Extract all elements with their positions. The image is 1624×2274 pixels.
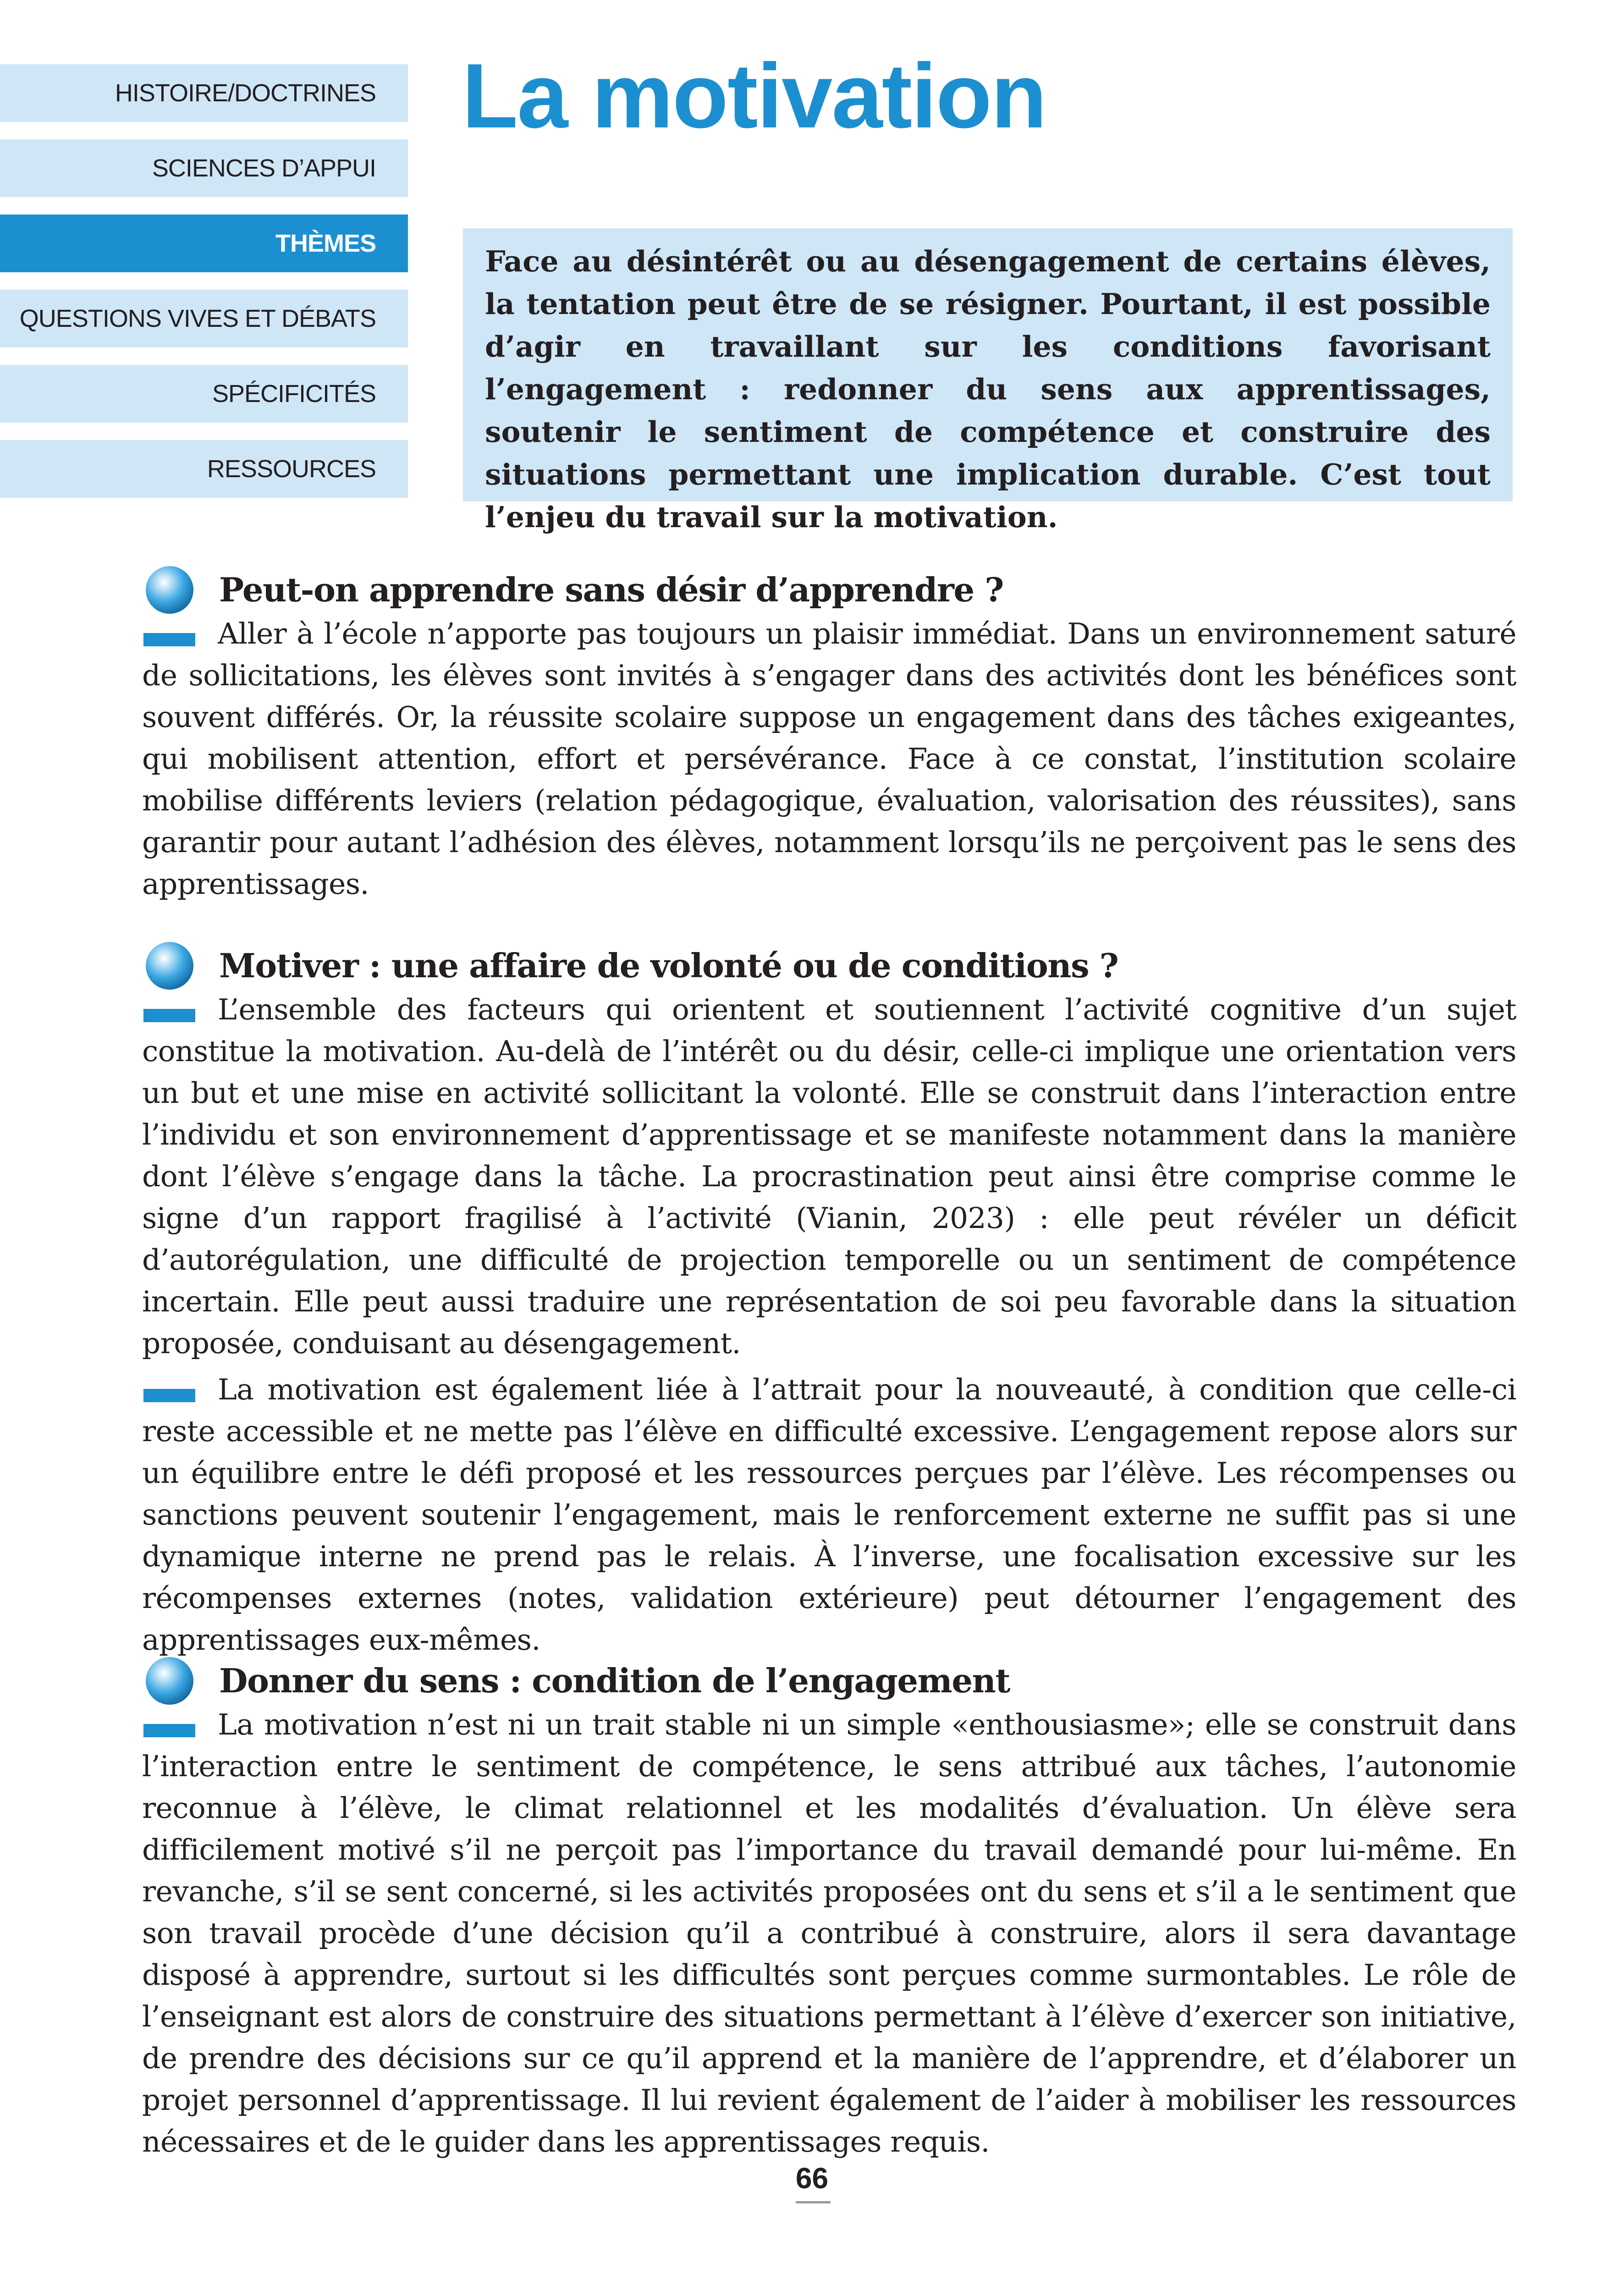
nav-tab-questions-vives[interactable] — [0, 290, 408, 347]
blue-dash-icon — [143, 633, 195, 646]
paragraph-text: La motivation est également liée à l’attrait pour la nouveauté, à condition que celle-ci reste accessible et ne mette pas l’élève en difficulté excessive. L’engagement repose alors sur un équilibre entre le défi proposé et les ressources perçues par l’élève. Les récompenses ou sanctions peuvent soutenir l’engagement, mais le renforcement externe ne suffit pas si une dynamique interne ne prend pas le relais. À l’inverse, une focalisation excessive sur les récompenses externes (notes, validation extérieure) peut détourner l’engagement des apprentissages eux-mêmes. — [142, 1373, 1516, 1657]
blue-sphere-icon — [146, 566, 193, 614]
page-title: La motivation — [462, 45, 1046, 147]
blue-dash-icon — [143, 1389, 195, 1402]
blue-dash-icon — [143, 1009, 195, 1022]
nav-tab-ressources[interactable] — [0, 440, 408, 498]
section-volonte-conditions — [142, 937, 1516, 1665]
section-nav — [0, 64, 408, 515]
paragraph-text: L’ensemble des facteurs qui orientent et soutiennent l’activité cognitive d’un sujet constitue la motivation. Au-delà de l’intérêt ou du désir, celle-ci implique une orientation vers un but et une mise en activité sollicitant la volonté. Elle se construit dans l’interaction entre l’individu et son environnement d’apprentissage et se manifeste notamment dans la manière dont l’élève s’engage dans la tâche. La procrastination peut ainsi être comprise comme le signe d’un rapport fragilisé à l’activité (Vianin, 2023) : elle peut révéler un déficit d’autorégulation, une difficulté de projection temporelle ou un sentiment de compétence incertain. Elle peut aussi traduire une représentation de soi peu favorable dans la situation proposée, conduisant au désengagement. — [142, 993, 1516, 1360]
blue-sphere-icon — [146, 942, 193, 990]
paragraph — [142, 1369, 1516, 1661]
nav-tab-label: THÈMES — [275, 230, 376, 257]
paragraph — [142, 613, 1516, 905]
section-heading-row — [142, 562, 1516, 613]
nav-tab-label: SPÉCIFICITÉS — [212, 380, 376, 407]
nav-tab-label: HISTOIRE/DOCTRINES — [115, 79, 376, 107]
nav-tab-specificites[interactable] — [0, 365, 408, 423]
blue-sphere-icon — [146, 1657, 193, 1705]
paragraph — [142, 989, 1516, 1364]
nav-tab-sciences-appui[interactable] — [0, 139, 408, 197]
nav-tab-label: RESSOURCES — [207, 455, 376, 483]
paragraph-text: La motivation n’est ni un trait stable ni un simple «enthousiasme»; elle se construit dans l’interaction entre le sentiment de compétence, le sens attribué aux tâches, l’autonomie reconnue à l’élève, le climat relationnel et les modalités d’évaluation. Un élève sera difficilement motivé s’il ne perçoit pas l’importance du travail demandé pour lui-même. En revanche, s’il se sent concerné, si les activités proposées ont du sens et s’il a le sentiment que son travail procède d’une décision qu’il a contribué à construire, alors il sera davantage disposé à apprendre, surtout si les difficultés sont perçues comme surmontables. Le rôle de l’enseignant est alors de construire des situations permettant à l’élève d’exercer son initiative, de prendre des décisions sur ce qu’il apprend et la manière de l’apprendre, et d’élaborer un projet personnel d’apprentissage. Il lui revient également de l’aider à mobiliser les ressources nécessaires et de le guider dans les apprentissages requis. — [142, 1708, 1516, 2158]
intro-text: Face au désintérêt ou au désengagement de certains élèves, la tentation peut être de se résigner. Pourtant, il est possible d’agir en travaillant sur les conditions favorisant l’engagement : redonner du sens aux apprentissages, soutenir le sentiment de compétence et construire des situations permettant une implication durable. C’est tout l’enjeu du travail sur la motivation. — [485, 244, 1491, 534]
section-donner-du-sens — [142, 1652, 1516, 2167]
section-heading-row — [142, 937, 1516, 989]
section-heading: Motiver : une affaire de volonté ou de conditions ? — [219, 946, 1118, 985]
nav-tab-histoire-doctrines[interactable] — [0, 64, 408, 122]
section-desir-apprendre — [142, 562, 1516, 909]
section-heading-row — [142, 1652, 1516, 1704]
blue-dash-icon — [143, 1724, 195, 1737]
page-number-rule — [796, 2201, 831, 2203]
nav-tab-label: SCIENCES D’APPUI — [152, 154, 376, 182]
paragraph-text: Aller à l’école n’apporte pas toujours un plaisir immédiat. Dans un environnement saturé de sollicitations, les élèves sont invités à s’engager dans des activités dont les bénéfices sont souvent différés. Or, la réussite scolaire suppose un engagement dans des tâches exigeantes, qui mobilisent attention, effort et persévérance. Face à ce constat, l’institution scolaire mobilise différents leviers (relation pédagogique, évaluation, valorisation des réussites), sans garantir pour autant l’adhésion des élèves, notamment lorsqu’ils ne perçoivent pas le sens des apprentissages. — [142, 617, 1516, 901]
page-number: 66 — [795, 2162, 829, 2195]
nav-tab-label: QUESTIONS VIVES ET DÉBATS — [19, 305, 376, 332]
nav-tab-themes[interactable] — [0, 215, 408, 272]
intro-box — [463, 228, 1513, 534]
section-heading: Donner du sens : condition de l’engagement — [219, 1661, 1010, 1700]
section-heading: Peut-on apprendre sans désir d’apprendre ? — [219, 570, 1003, 609]
paragraph — [142, 1704, 1516, 2163]
